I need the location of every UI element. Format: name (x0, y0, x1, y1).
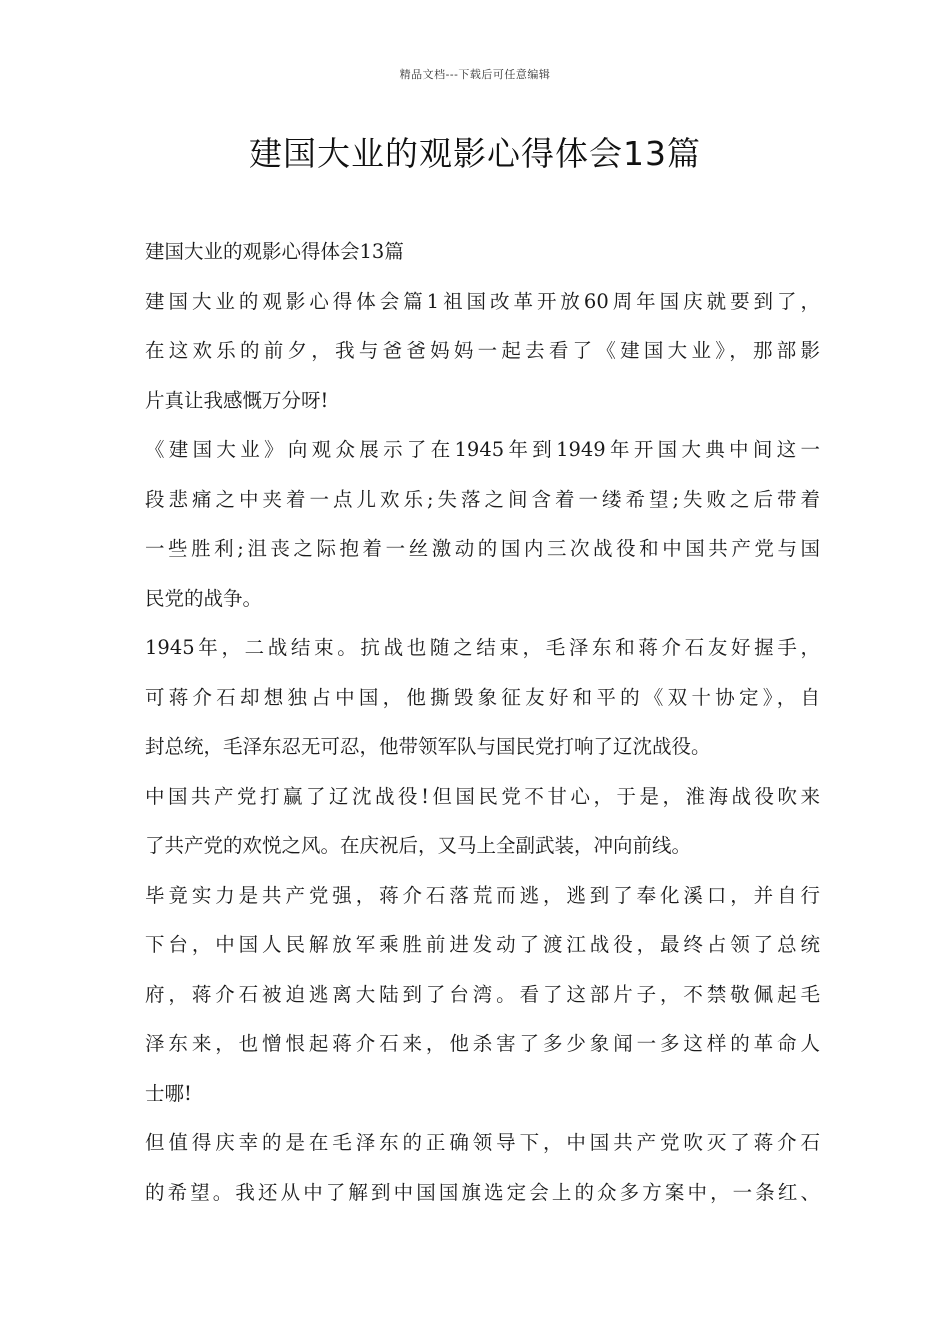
text-line: 封总统，毛泽东忍无可忍，他带领军队与国民党打响了辽沈战役。 (145, 735, 711, 758)
text-line: 但值得庆幸的是在毛泽东的正确领导下，中国共产党吹灭了蒋介石 (145, 1131, 820, 1154)
document-body (145, 234, 820, 1224)
text-line: 府，蒋介石被迫逃离大陆到了台湾。看了这部片子，不禁敬佩起毛 (145, 982, 820, 1006)
text-line: 士哪! (145, 1081, 192, 1105)
header-note: 精品文档---下载后可任意编辑 (399, 68, 551, 81)
text-line: 民党的战争。 (145, 586, 263, 610)
text-line: 建国大业的观影心得体会篇1祖国改革开放60周年国庆就要到了， (145, 289, 820, 313)
text-line: 的希望。我还从中了解到中国国旗选定会上的众多方案中，一条红、 (145, 1180, 820, 1204)
text-line: 下台，中国人民解放军乘胜前进发动了渡江战役，最终占领了总统 (145, 933, 820, 956)
text-line: 一些胜利;沮丧之际抱着一丝激动的国内三次战役和中国共产党与国 (145, 537, 820, 560)
text-line: 可蒋介石却想独占中国，他撕毁象征友好和平的《双十协定》，自 (145, 685, 820, 709)
text-line: 中国共产党打赢了辽沈战役!但国民党不甘心，于是，淮海战役吹来 (145, 784, 820, 808)
text-line: 毕竟实力是共产党强，蒋介石落荒而逃，逃到了奉化溪口，并自行 (145, 883, 820, 907)
text-line: 了共产党的欢悦之风。在庆祝后，又马上全副武装，冲向前线。 (145, 834, 692, 857)
text-line: 建国大业的观影心得体会13篇 (145, 240, 404, 263)
text-line: 段悲痛之中夹着一点儿欢乐;失落之间含着一缕希望;失败之后带着 (145, 487, 820, 511)
text-line: 在这欢乐的前夕，我与爸爸妈妈一起去看了《建国大业》，那部影 (145, 339, 820, 362)
text-line: 1945年，二战结束。抗战也随之结束，毛泽东和蒋介石友好握手， (145, 636, 820, 659)
text-line: 泽东来，也憎恨起蒋介石来，他杀害了多少象闻一多这样的革命人 (145, 1032, 820, 1055)
document-title: 建国大业的观影心得体会13篇 (249, 134, 701, 173)
text-line: 片真让我感慨万分呀! (145, 388, 329, 412)
text-line: 《建国大业》向观众展示了在1945年到1949年开国大典中间这一 (145, 438, 820, 461)
